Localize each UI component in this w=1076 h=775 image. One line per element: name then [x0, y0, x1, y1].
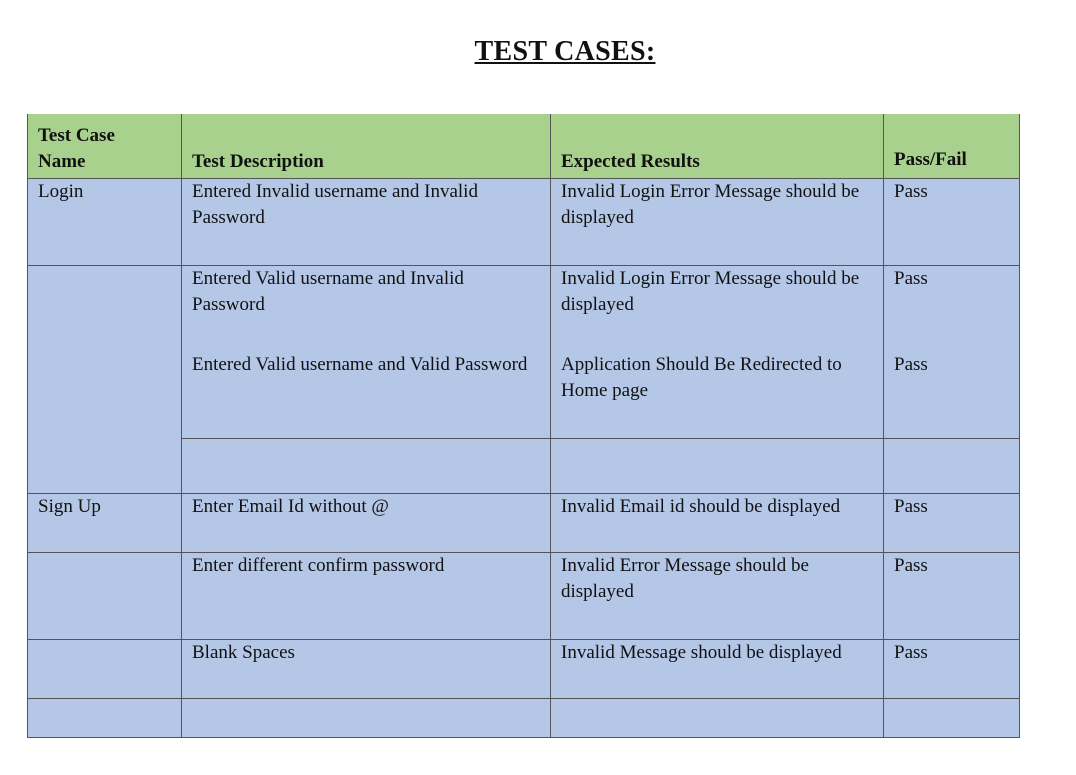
table-row [28, 439, 1020, 494]
header-name-line2: Name [38, 151, 86, 172]
cell-test-description [182, 439, 551, 494]
table-row [28, 494, 1020, 553]
cell-test-description [182, 699, 551, 738]
cell-pass-fail: Pass [884, 266, 1020, 353]
cell-expected-results: Invalid Message should be displayed [551, 640, 884, 699]
cell-test-description: Blank Spaces [182, 640, 551, 699]
cell-test-case-name [28, 553, 182, 640]
cell-expected-results: Invalid Login Error Message should be displayed [551, 266, 884, 353]
table-row [28, 699, 1020, 738]
page-title: TEST CASES: [474, 36, 656, 67]
table-row [28, 553, 1020, 640]
cell-test-case-name: Sign Up [28, 494, 182, 553]
header-pass-fail: Pass/Fail [884, 114, 1020, 179]
table-row [28, 179, 1020, 266]
cell-pass-fail [884, 699, 1020, 738]
cell-pass-fail: Pass [884, 640, 1020, 699]
header-test-case-name [28, 114, 182, 179]
cell-test-description: Entered Valid username and Valid Password [182, 352, 551, 439]
cell-expected-results: Invalid Login Error Message should be displayed [551, 179, 884, 266]
test-cases-table [27, 114, 1020, 738]
cell-test-case-name [28, 699, 182, 738]
cell-pass-fail: Pass [884, 494, 1020, 553]
cell-test-description: Entered Invalid username and Invalid Password [182, 179, 551, 266]
cell-test-case-name [28, 640, 182, 699]
table-row [28, 352, 1020, 439]
cell-expected-results [551, 699, 884, 738]
cell-test-description: Enter Email Id without @ [182, 494, 551, 553]
table-row [28, 266, 1020, 353]
cell-expected-results [551, 439, 884, 494]
table-header-row [28, 114, 1020, 179]
cell-test-case-name [28, 352, 182, 439]
cell-expected-results: Invalid Email id should be displayed [551, 494, 884, 553]
cell-test-description: Entered Valid username and Invalid Password [182, 266, 551, 353]
header-expected-results: Expected Results [551, 114, 884, 179]
cell-test-case-name [28, 439, 182, 494]
cell-pass-fail: Pass [884, 352, 1020, 439]
header-test-description: Test Description [182, 114, 551, 179]
cell-expected-results: Application Should Be Redirected to Home page [551, 352, 884, 439]
cell-pass-fail: Pass [884, 553, 1020, 640]
cell-test-description: Enter different confirm password [182, 553, 551, 640]
cell-pass-fail: Pass [884, 179, 1020, 266]
cell-pass-fail [884, 439, 1020, 494]
table-row [28, 640, 1020, 699]
cell-test-case-name [28, 266, 182, 353]
header-name-line1: Test Case [38, 125, 115, 146]
cell-expected-results: Invalid Error Message should be displayed [551, 553, 884, 640]
cell-test-case-name: Login [28, 179, 182, 266]
